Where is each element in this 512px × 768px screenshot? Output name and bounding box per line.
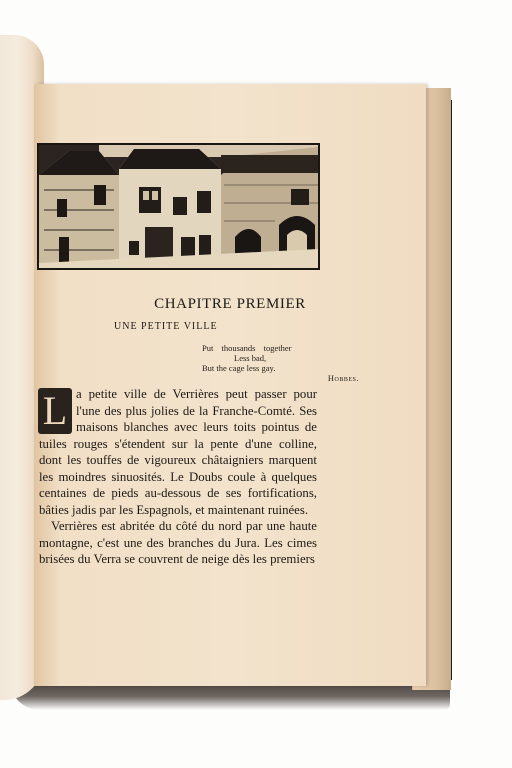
paragraph-2: Verrières est abritée du côté du nord par une haute montagne, c'est une des branches du Jura. Les cimes brisées du Verra se couvrent de neige dès les premiers xyxy=(39,519,317,566)
paragraph-1 xyxy=(39,386,317,518)
body-text xyxy=(39,386,317,568)
chapter-heading: CHAPITRE PREMIER xyxy=(154,296,306,312)
epigraph-line-1: Put thousands together xyxy=(202,343,292,353)
drop-cap: L xyxy=(38,388,72,434)
epigraph-line-3: But the cage less gay. xyxy=(202,363,276,373)
book-page xyxy=(34,84,426,686)
chapter-subtitle: UNE PETITE VILLE xyxy=(114,321,218,332)
woodcut-illustration xyxy=(37,143,320,270)
paragraph-1-text: a petite ville de Verrières peut passer pour l'une des plus jolies de la Franche-Comté. Ses maisons blanches avec leurs toits pointus de tuiles rouges s'étendent sur la pente d'une colline, dont les touffes de vigoureux châtaigniers marquent les moindres sinuosités. Le Doubs coule à quelques centaines de pieds au-dessous de ses fortifications, bâties jadis par les Espagnols, et maintenant ruinées. xyxy=(39,387,317,517)
epigraph-line-2: Less bad, xyxy=(234,353,267,363)
epigraph xyxy=(202,343,367,383)
chapter-title xyxy=(34,296,426,313)
epigraph-author: Hobbes. xyxy=(327,373,359,383)
